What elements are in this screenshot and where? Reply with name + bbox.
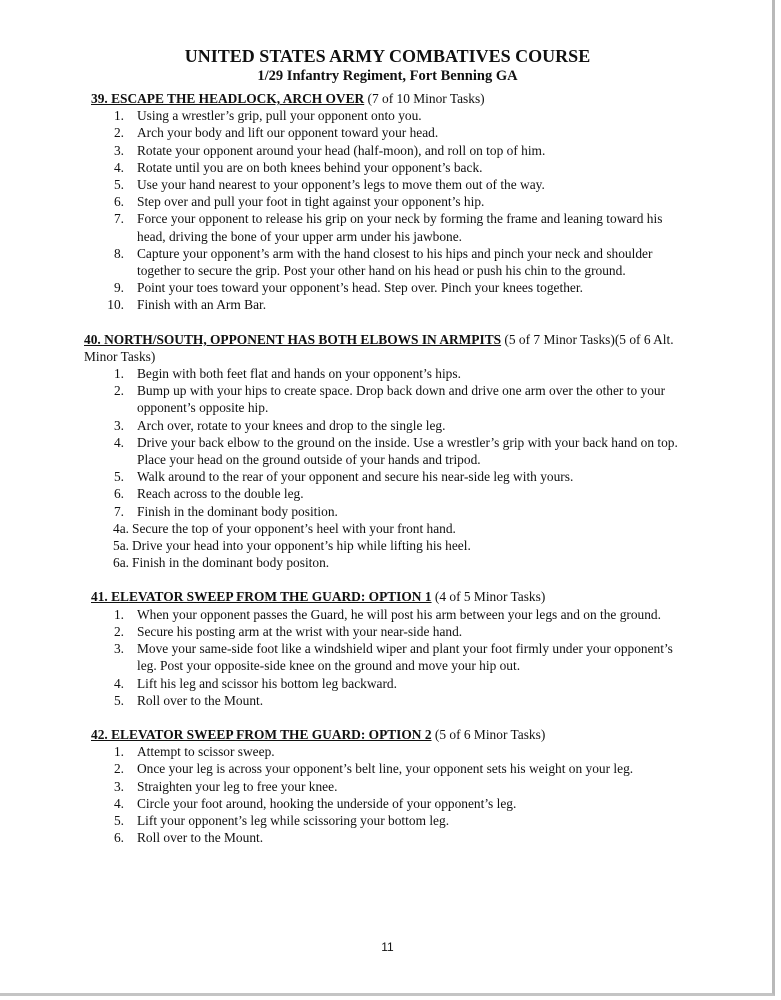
item-text: Drive your head into your opponent’s hip while lifting his heel. [132, 538, 471, 554]
item-number: 2. [113, 761, 124, 777]
list-item [91, 468, 691, 485]
list-item [91, 640, 691, 674]
item-number: 5a. [113, 538, 129, 554]
item-number: 6. [113, 486, 124, 502]
item-number: 5. [113, 812, 124, 828]
item-text: Roll over to the Mount. [137, 830, 264, 846]
item-text: Finish in the dominant body positon. [132, 555, 330, 571]
item-text: Secure the top of your opponent’s heel with your front hand. [132, 520, 456, 536]
section-title: 40. NORTH/SOUTH, OPPONENT HAS BOTH ELBOWS IN ARMPITS [84, 331, 502, 347]
list-item [91, 124, 691, 141]
item-number: 3. [113, 778, 124, 794]
item-number: 5. [113, 177, 124, 193]
list-item [91, 743, 691, 760]
item-number: 2. [113, 383, 124, 399]
list-item [91, 606, 691, 623]
item-number: 2. [113, 125, 124, 141]
section-title: 42. ELEVATOR SWEEP FROM THE GUARD: OPTION 2 [91, 726, 432, 742]
list-item [91, 417, 691, 434]
item-text: Rotate your opponent around your head (half-moon), and roll on top of him. [137, 142, 546, 158]
section-heading [91, 90, 691, 107]
list-item [91, 279, 691, 296]
item-number: 4. [113, 795, 124, 811]
item-text: Using a wrestler’s grip, pull your opponent onto you. [137, 108, 422, 124]
item-number: 4. [113, 159, 124, 175]
list-item [91, 760, 691, 777]
item-text: Point your toes toward your opponent’s head. Step over. Pinch your knees together. [137, 280, 583, 296]
item-text: Secure his posting arm at the wrist with your near-side hand. [137, 623, 463, 639]
item-text: Roll over to the Mount. [137, 692, 264, 708]
item-number: 7. [113, 503, 124, 519]
item-number: 4. [113, 434, 124, 450]
item-text: Bump up with your hips to create space. Drop back down and drive one arm over the other to your opponent’s opposite hip. [137, 383, 666, 416]
item-number: 1. [113, 366, 124, 382]
section-41 [91, 588, 691, 708]
alt-list-item [91, 520, 691, 537]
list-item [91, 434, 691, 468]
section-title: 41. ELEVATOR SWEEP FROM THE GUARD: OPTION 1 [91, 589, 432, 605]
item-number: 6. [113, 194, 124, 210]
list-item [91, 382, 691, 416]
section-note: (7 of 10 Minor Tasks) [364, 91, 485, 106]
list-item [91, 176, 691, 193]
list-item [91, 107, 691, 124]
item-text: Arch over, rotate to your knees and drop to the single leg. [137, 417, 446, 433]
item-number: 4. [113, 675, 124, 691]
item-text: Force your opponent to release his grip on your neck by forming the frame and leaning toward his head, driving the bone of your upper arm under his jawbone. [137, 211, 663, 244]
item-text: Move your same-side foot like a windshield wiper and plant your foot firmly under your opponent’s leg. Post your opposite-side knee on the ground and move your hip out. [137, 641, 673, 674]
section-note: (5 of 6 Minor Tasks) [431, 726, 546, 742]
item-text: Finish in the dominant body position. [137, 503, 338, 519]
list-item [91, 142, 691, 159]
item-text: Rotate until you are on both knees behind your opponent’s back. [137, 159, 483, 175]
item-text: Arch your body and lift our opponent toward your head. [137, 125, 439, 141]
list-item [91, 795, 691, 812]
item-text: When your opponent passes the Guard, he will post his arm between your legs and on the ground. [137, 606, 661, 622]
list-item [91, 210, 691, 244]
item-number: 6. [113, 830, 124, 846]
item-number: 2. [113, 623, 124, 639]
item-text: Reach across to the double leg. [137, 486, 304, 502]
item-text: Use your hand nearest to your opponent’s legs to move them out of the way. [137, 177, 545, 193]
item-number: 9. [113, 280, 124, 296]
document-subtitle: 1/29 Infantry Regiment, Fort Benning GA [257, 68, 518, 84]
item-number: 8. [113, 245, 124, 261]
item-number: 4a. [113, 520, 129, 536]
item-number: 1. [113, 606, 124, 622]
section-title: 39. ESCAPE THE HEADLOCK, ARCH OVER [91, 91, 365, 106]
list-item [91, 296, 691, 313]
list-item [91, 159, 691, 176]
section-note: (4 of 5 Minor Tasks) [431, 589, 546, 605]
section-39 [91, 90, 691, 314]
section-note: (5 of 7 Minor Tasks)(5 of 6 Alt. Minor Tasks) [84, 331, 674, 364]
item-text: Once your leg is across your opponent’s belt line, your opponent sets his weight on your leg. [137, 761, 634, 777]
section-heading [84, 331, 691, 365]
list-item [91, 778, 691, 795]
section-heading [91, 726, 691, 743]
item-text: Attempt to scissor sweep. [137, 744, 275, 760]
list-item [91, 812, 691, 829]
item-number: 1. [113, 744, 124, 760]
document-body [84, 90, 691, 863]
list-item [91, 245, 691, 279]
page-number: 11 [381, 940, 394, 954]
item-text: Capture your opponent’s arm with the hand closest to his hips and pinch your neck and shoulder together to secure the grip. Post your other hand on his head or push his chin to the ground. [137, 245, 653, 279]
list-item [91, 485, 691, 502]
item-number: 6a. [113, 555, 129, 571]
alt-list-item [91, 554, 691, 571]
item-text: Lift your opponent’s leg while scissoring your bottom leg. [137, 812, 450, 828]
item-number: 10. [107, 297, 124, 313]
list-item [91, 692, 691, 709]
document-title: UNITED STATES ARMY COMBATIVES COURSE [184, 46, 591, 66]
list-item [91, 829, 691, 846]
section-40 [84, 331, 691, 572]
item-text: Finish with an Arm Bar. [137, 297, 267, 313]
item-number: 1. [113, 108, 124, 124]
item-text: Straighten your leg to free your knee. [137, 778, 338, 794]
section-heading [91, 588, 691, 605]
item-text: Begin with both feet flat and hands on your opponent’s hips. [137, 366, 461, 382]
item-text: Step over and pull your foot in tight against your opponent’s hip. [137, 194, 485, 210]
item-number: 3. [113, 641, 124, 657]
item-number: 5. [113, 469, 124, 485]
item-text: Circle your foot around, hooking the underside of your opponent’s leg. [137, 795, 517, 811]
alt-list-item [91, 537, 691, 554]
item-number: 7. [113, 211, 124, 227]
list-item [91, 503, 691, 520]
item-number: 3. [113, 417, 124, 433]
item-text: Drive your back elbow to the ground on the inside. Use a wrestler’s grip with your back hand on top. Place your head on the ground outside of your hands and tripod. [137, 434, 678, 468]
item-text: Walk around to the rear of your opponent and secure his near-side leg with yours. [137, 469, 574, 485]
list-item [91, 365, 691, 382]
list-item [91, 623, 691, 640]
item-text: Lift his leg and scissor his bottom leg backward. [137, 675, 397, 691]
section-42 [91, 726, 691, 846]
list-item [91, 193, 691, 210]
list-item [91, 675, 691, 692]
item-number: 5. [113, 692, 124, 708]
item-number: 3. [113, 142, 124, 158]
